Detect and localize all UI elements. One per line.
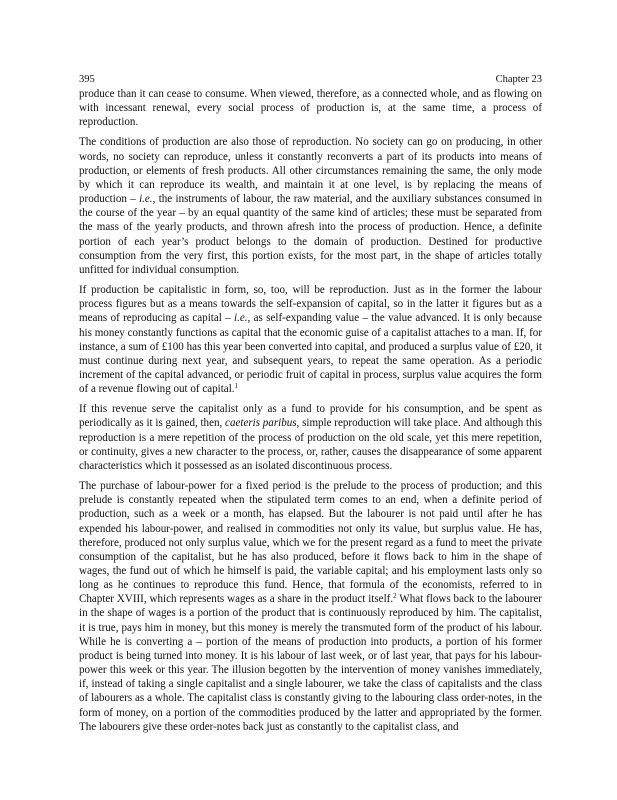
paragraph-5 bbox=[79, 479, 542, 734]
paragraph-1 bbox=[79, 87, 542, 129]
running-header bbox=[79, 73, 542, 86]
italic-text: i.e., bbox=[139, 193, 156, 206]
paragraph-3 bbox=[79, 283, 542, 396]
paragraph-2 bbox=[79, 135, 542, 277]
italic-text: i.e., bbox=[234, 312, 251, 325]
paragraph-text: the instruments of labour, the raw material, and the auxiliary substances consumed in the course of the year – by an equal quantity of the same kind of articles; these must be separated from the mass of the yearly products, and thrown afresh into the process of production. Hence, a definite portion of each year’s product belongs to the domain of production. Destined for productive consumption from the very first, this portion exists, for the most part, in the shape of articles totally unfitted for individual consumption. bbox=[79, 193, 542, 276]
paragraph-text: simple reproduction will take place. And although this reproduction is a mere repetition of the process of production on the old scale, yet this mere repetition, or continuity, gives a new character to the process, or, rather, causes the disappearance of some apparent characteristics which it possessed as an isolated discontinuous process. bbox=[79, 417, 542, 472]
document-page bbox=[79, 73, 542, 740]
italic-text: caeteris paribus, bbox=[225, 417, 300, 430]
paragraph-text: What flows back to the labourer in the shape of wages is a portion of the product that is continuously reproduced by him. The capitalist, it is true, pays him in money, but this money is merely the transmuted form of the product of his labour. While he is converting a – portion of the means of production into products, a portion of his former product is being turned into money. It is his labour of last week, or of last year, that pays for his labour-power this week or this year. The illusion begotten by the intervention of money vanishes immediately, if, instead of taking a single capitalist and a single labourer, we take the class of capitalists and the class of labourers as a whole. The capitalist class is constantly giving to the labouring class order-notes, in the form of money, on a portion of the commodities produced by the latter and appropriated by the former. The labourers give these order-notes back just as constantly to the capitalist class, and bbox=[79, 593, 542, 733]
page-number: 395 bbox=[79, 74, 95, 85]
paragraph-text: If production be capitalistic in form, so, too, will be reproduction. Just as in the former the labour process figures but as a means towards the self-expansion of capital, so in the latter it figures but as a means of reproducing as capital – bbox=[79, 284, 542, 325]
paragraph-text: as self-expanding value – the value advanced. It is only because his money constantly functions as capital that the economic guise of a capitalist attaches to a man. If, for instance, a sum of £100 has this year been converted into capital, and produced a surplus value of £20, it must continue during next year, and subsequent years, to repeat the same operation. As a periodic increment of the capital advanced, or periodic fruit of capital in process, surplus value acquires the form of a revenue flowing out of capital. bbox=[79, 312, 542, 396]
paragraph-text: If this revenue serve the capitalist only as a fund to provide for his consumption, and be spent as periodically as it is gained, then, bbox=[79, 403, 542, 430]
footnote-marker[interactable]: 1 bbox=[234, 382, 239, 391]
chapter-title: Chapter 23 bbox=[495, 74, 542, 85]
paragraph-4 bbox=[79, 402, 542, 473]
paragraph-text: The conditions of production are also those of reproduction. No society can go on producing, in other words, no society can reproduce, unless it constantly reconverts a part of its products into means of production, or elements of fresh products. All other circumstances remaining the same, the only mode by which it can reproduce its wealth, and maintain it at one level, is by replacing the means of production – bbox=[79, 136, 542, 206]
paragraph-text: produce than it can cease to consume. When viewed, therefore, as a connected whole, and as flowing on with incessant renewal, every social process of production is, at the same time, a process of reproduction. bbox=[79, 88, 542, 129]
paragraph-text: The purchase of labour-power for a fixed period is the prelude to the process of production; and this prelude is constantly repeated when the stipulated term comes to an end, when a definite period of production, such as a week or a month, has elapsed. But the labourer is not paid until after he has expended his labour-power, and realised in commodities not only its value, but surplus value. He has, therefore, produced not only surplus value, which we for the present regard as a fund to meet the private consumption of the capitalist, but he has also produced, before it flows back to him in the shape of wages, the fund out of which he himself is paid, the variable capital; and his employment lasts only so long as he continues to reproduce this fund. Hence, that formula of the economists, referred to in Chapter XVIII, which represents wages as a share in the product itself. bbox=[79, 480, 542, 606]
footnote-marker[interactable]: 2 bbox=[393, 592, 397, 601]
